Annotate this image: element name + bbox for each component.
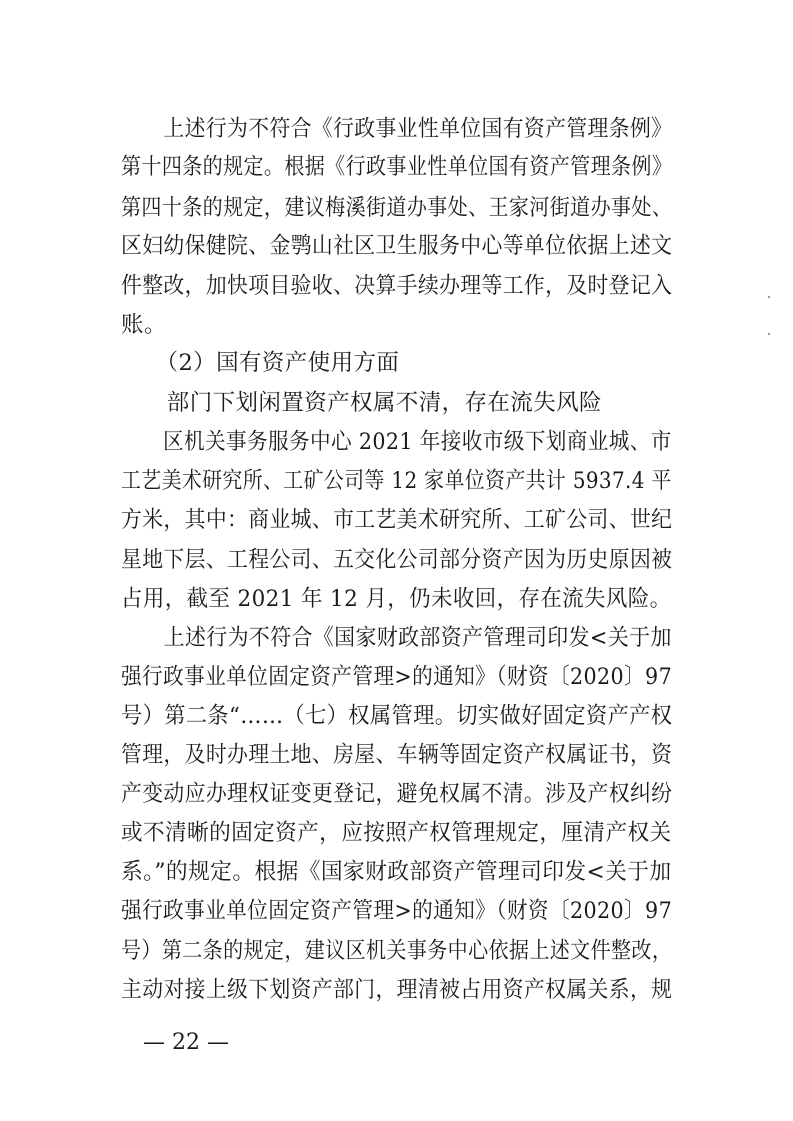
- paragraph-line: 上述行为不符合《国家财政部资产管理司印发<关于加: [121, 625, 672, 651]
- paragraph-line: 区机关事务服务中心 2021 年接收市级下划商业城、市: [121, 429, 672, 455]
- section-heading: （2）国有资产使用方面: [121, 350, 400, 376]
- paragraph-line: 管理，及时办理土地、房屋、车辆等固定资产权属证书，资: [121, 742, 673, 768]
- paragraph-line: 强行政事业单位固定资产管理>的通知》（财资〔2020〕97: [121, 664, 673, 690]
- paragraph-line: 产变动应办理权证变更登记，避免权属不清。涉及产权纠纷: [121, 781, 673, 807]
- paragraph-line: 系。”的规定。根据《国家财政部资产管理司印发<关于加: [121, 859, 672, 885]
- paragraph-line: 号）第二条“……（七）权属管理。切实做好固定资产产权: [121, 703, 673, 729]
- paragraph-line: 方米，其中：商业城、市工艺美术研究所、工矿公司、世纪: [121, 507, 673, 533]
- paragraph-line: 主动对接上级下划资产部门，理清被占用资产权属关系，规: [121, 977, 673, 1003]
- page-number: — 22 —: [143, 1030, 229, 1055]
- paragraph-line: 或不清晰的固定资产，应按照产权管理规定，厘清产权关: [121, 820, 672, 846]
- paragraph-line: 号）第二条的规定，建议区机关事务中心依据上述文件整改，: [121, 938, 673, 964]
- paragraph-line: 工艺美术研究所、工矿公司等 12 家单位资产共计 5937.4 平: [121, 468, 672, 494]
- paragraph-line: 占用，截至 2021 年 12 月，仍未收回，存在流失风险。: [121, 586, 672, 612]
- paragraph-line: 上述行为不符合《行政事业性单位国有资产管理条例》: [121, 116, 673, 142]
- scan-speck: [768, 296, 770, 298]
- paragraph-line: 区妇幼保健院、金鹗山社区卫生服务中心等单位依据上述文: [121, 233, 673, 259]
- paragraph-line: 账。: [121, 312, 167, 338]
- paragraph-line: 第十四条的规定。根据《行政事业性单位国有资产管理条例》: [121, 154, 673, 180]
- paragraph-line: 第四十条的规定，建议梅溪街道办事处、王家河街道办事处、: [121, 195, 673, 221]
- paragraph-line: 件整改，加快项目验收、决算手续办理等工作，及时登记入: [121, 273, 673, 299]
- paragraph-line: 强行政事业单位固定资产管理>的通知》（财资〔2020〕97: [121, 898, 673, 924]
- scan-speck: [768, 333, 770, 335]
- paragraph-line: 星地下层、工程公司、五交化公司部分资产因为历史原因被: [121, 547, 673, 573]
- subsection-heading: 部门下划闲置资产权属不清，存在流失风险: [121, 390, 602, 416]
